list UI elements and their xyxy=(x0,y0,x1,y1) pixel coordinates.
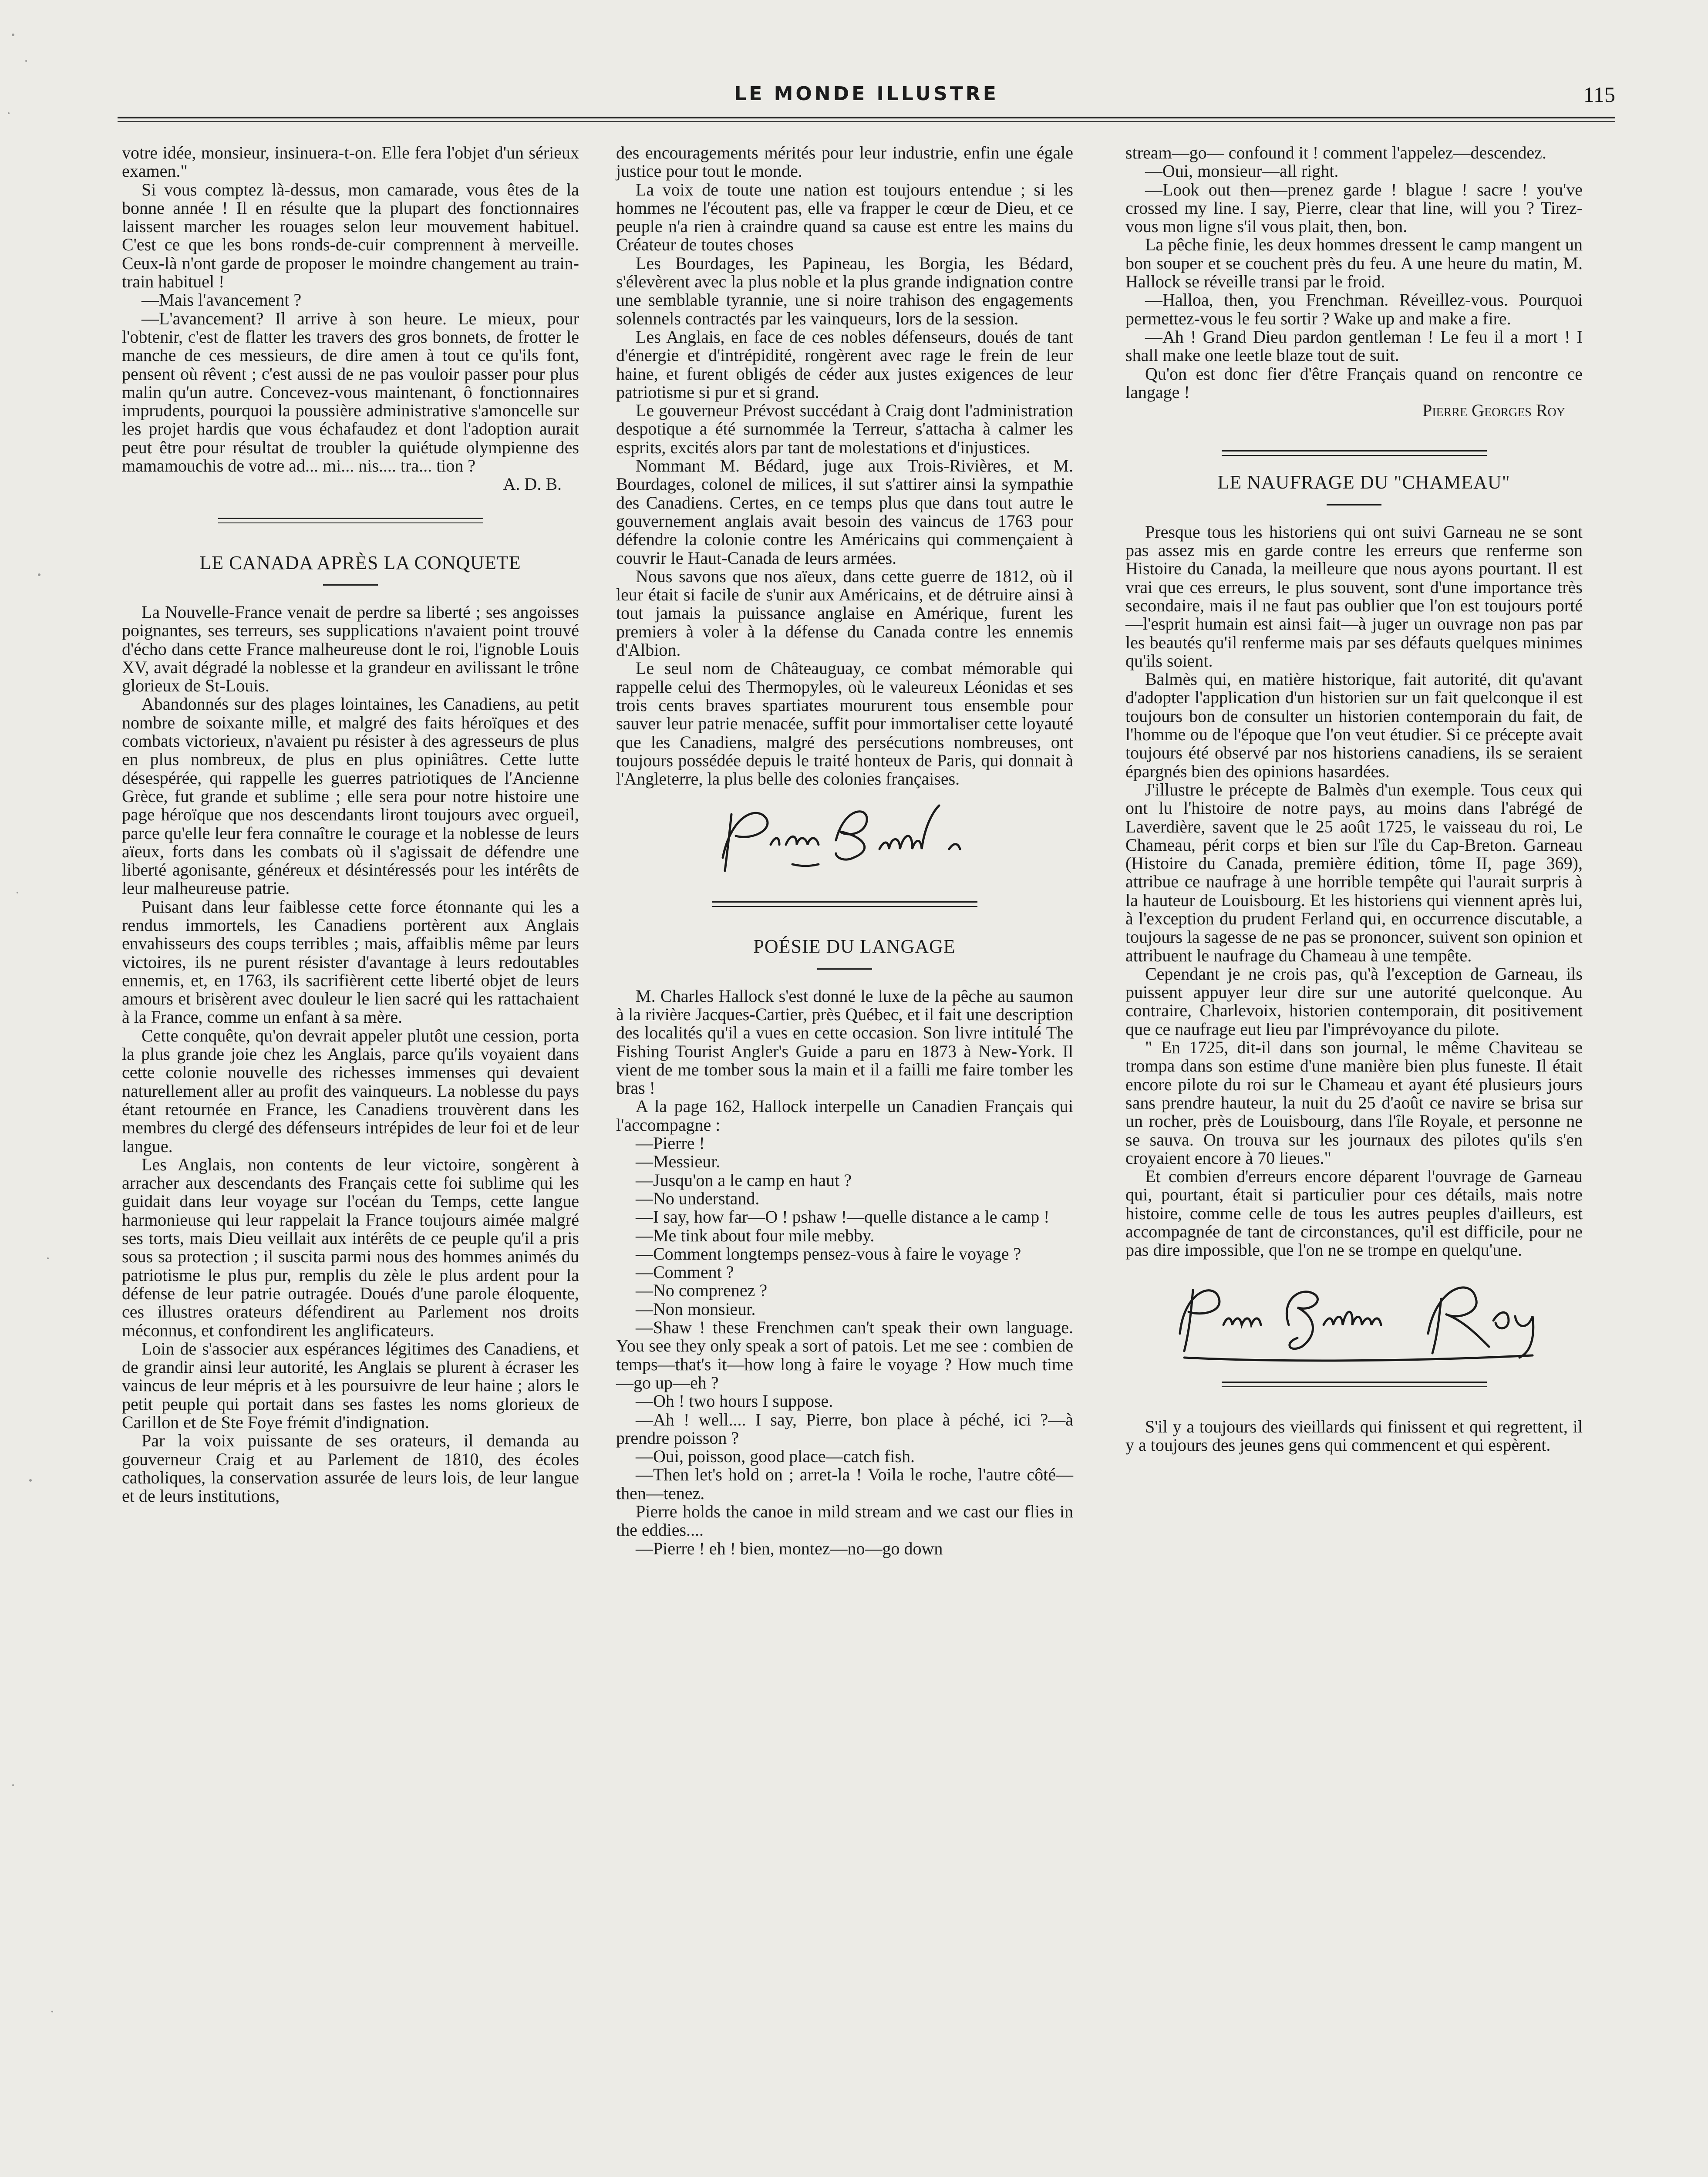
paragraph: M. Charles Hallock s'est donné le luxe de la pêche au saumon à la rivière Jacques-Cartier, près Québec, et il fait une description des localités qu'il a vues en cette occasion. Son livre intitulé The Fishing Tourist Angler's Guide a paru en 1873 à New-York. Il vient de me tomber sous la main et il a failli me faire tomber les bras ! xyxy=(616,986,1073,1098)
handwritten-signature xyxy=(1125,1260,1583,1373)
paragraph: Cette conquête, qu'on devrait appeler plutôt une cession, porta la plus grande joie chez les Anglais, parce qu'ils voyaient dans cette colonie nouvelle des richesses immenses qui devaient naturellement aller au profit des vainqueurs. La noblesse du pays étant retournée en France, les Canadiens trouvèrent dans les membres du clergé des défenseurs intrépides de leur foi et de leur langue. xyxy=(122,1025,579,1156)
dialogue-line: —Pierre ! xyxy=(636,1133,705,1153)
column-3 xyxy=(1125,144,1583,1454)
paragraph: S'il y a toujours des vieillards qui finissent et qui regrettent, il y a toujours des jeunes gens qui commencent et qui espèrent. xyxy=(1125,1416,1583,1455)
paragraph: Par la voix puissante de ses orateurs, il demanda au gouverneur Craig et au Parlement de 1810, des écoles catholiques, la conservation assurée de leurs lois, de leur langue et de leurs institutions, xyxy=(122,1431,579,1506)
handwritten-signature xyxy=(616,788,1073,888)
dialogue-line: —Oui, poisson, good place—catch fish. xyxy=(636,1446,915,1466)
paragraph: Nous savons que nos aïeux, dans cette guerre de 1812, où il leur était si facile de s'unir aux Américains, et de détruire ainsi à tout jamais la puissance anglaise en Amérique, furent les premiers à voler à la défense du Canada contre les ennemis d'Albion. xyxy=(616,566,1073,660)
paragraph: La Nouvelle-France venait de perdre sa liberté ; ses angoisses poignantes, ses terreurs, ses supplications n'avaient point trouvé d'écho dans cette France malheureuse dont le roi, l'ignoble Louis XV, avait dégradé la noblesse et la grandeur en avilissant le trône glorieux de St-Louis. xyxy=(122,602,579,696)
dialogue-line: —Ah ! Grand Dieu pardon gentleman ! Le feu il a mort ! I shall make one leetle blaze tout de suit. xyxy=(1125,327,1583,365)
paragraph: Cependant je ne crois pas, qu'à l'exception de Garneau, ils puissent appuyer leur dire sur une autorité quelconque. Au contraire, Charlevoix, historien contemporain, dit positivement que ce naufrage eut lieu par l'imprévoyance du pilote. xyxy=(1125,964,1583,1039)
paragraph: La voix de toute une nation est toujours entendue ; si les hommes ne l'écoutent pas, elle va frapper le cœur de Dieu, et ce peuple n'a rien à craindre quand sa cause est entre les mains du Créateur de toutes choses xyxy=(616,179,1073,255)
dialogue-line: —Oh ! two hours I suppose. xyxy=(636,1391,833,1411)
section-divider xyxy=(218,518,483,523)
masthead xyxy=(118,83,1615,109)
paragraph: Les Anglais, non contents de leur victoire, songèrent à arracher aux descendants des Français cette foi sublime qui les guidait dans leur voyage sur l'océan du Temps, cette langue harmonieuse qui leur rappelait la France toujours aimée malgré ses torts, mais Dieu veillait aux intérêts de ce peuple qu'il a pris sous sa protection ; il suscita parmi nous des hommes animés du patriotisme le plus pur, remplis du zèle le plus ardent pour la défense de leur patrie outragée. Doués d'une parole éloquente, ces illustres orateurs défendirent au Parlement nos droits méconnus, et confondirent les anglificateurs. xyxy=(122,1154,579,1340)
dialogue-line: —Non monsieur. xyxy=(636,1299,756,1319)
dialogue-line: —Look out then—prenez garde ! blague ! sacre ! you've crossed my line. I say, Pierre, clear that line, will you ? Tirez-vous mon ligne s'il vous plait, then, bon. xyxy=(1125,179,1583,236)
dialogue-line: —No understand. xyxy=(636,1188,760,1208)
paragraph: Presque tous les historiens qui ont suivi Garneau ne se sont pas assez mis en garde contre les erreurs que renferme son Histoire du Canada, la meilleure que nous ayons pourtant. Il est vrai que ces erreurs, le plus souvent, sont d'une importance très secondaire, mais il ne faut pas oublier que l'on est toujours porté—l'esprit humain est ainsi fait—à juger un ouvrage non pas par les beautés qu'il renferme mais par ses défauts quelques minimes qu'ils soient. xyxy=(1125,522,1583,671)
article-heading: LE CANADA APRÈS LA CONQUETE xyxy=(199,552,521,573)
article-signature: A. D. B. xyxy=(503,474,562,494)
paragraph: Si vous comptez là-dessus, mon camarade, vous êtes de la bonne année ! Il en résulte que la plupart des fonctionnaires laissent marcher les rouages selon leur mouvement habituel. C'est ce que les bons ronds-de-cuir comprennent à merveille. Ceux-là n'ont garde de proposer le moindre changement au train-train habituel ! xyxy=(122,179,579,292)
column-1 xyxy=(122,144,579,1505)
page-edge-speckles xyxy=(0,0,113,2177)
dialogue-line: —Ah ! well.... I say, Pierre, bon place à péché, ici ?—à prendre poisson ? xyxy=(616,1409,1073,1448)
paragraph: des encouragements mérités pour leur industrie, enfin une égale justice pour tout le monde. xyxy=(616,143,1073,181)
paragraph: Nommant M. Bédard, juge aux Trois-Rivières, et M. Bourdages, colonel de milices, il sut s'attirer ainsi la sympathie des Canadiens. Certes, en ce temps plus que dans tout autre le gouvernement anglais avait besoin des vaincus de 1763 pour défendre la colonie contre les Américains qui commençaient à couvrir le Haut-Canada de leurs armées. xyxy=(616,456,1073,568)
dialogue-line: —Me tink about four mile mebby. xyxy=(636,1225,875,1245)
article-heading: LE NAUFRAGE DU "CHAMEAU" xyxy=(1217,472,1510,493)
dialogue-line: —Comment longtemps pensez-vous à faire le voyage ? xyxy=(636,1244,1021,1264)
paragraph: Les Anglais, en face de ces nobles défenseurs, doués de tant d'énergie et d'intrépidité, rongèrent avec rage le frein de leur haine, et furent obligés de céder aux justes exigences de leur patriotisme si pur et si grand. xyxy=(616,327,1073,402)
paragraph: votre idée, monsieur, insinuera-t-on. Elle fera l'objet d'un sérieux examen." xyxy=(122,143,579,181)
paragraph: Le gouverneur Prévost succédant à Craig dont l'administration despotique a été surnommée la Terreur, s'attacha à calmer les esprits, excités alors par tant de molestations et d'injustices. xyxy=(616,401,1073,457)
paragraph: Abandonnés sur des plages lointaines, les Canadiens, au petit nombre de soixante mille, et malgré des faits héroïques et des combats victorieux, n'avaient pu résister à des agresseurs de plus en plus nombreux, de plus en plus opiniâtres. Cette lutte désespérée, qui rappelle les guerres patriotiques de l'Ancienne Grèce, fut grande et sublime ; elle sera pour notre histoire une page héroïque que nos descendants liront toujours avec orgueil, parce qu'elle leur fera connaître le courage et la noblesse de leurs aïeux, forts dans les combats où il s'agissait de défendre une liberté agonisante, généreux et désintéressés pour les intérêts de leur malheureuse patrie. xyxy=(122,694,579,898)
dialogue-line: —Jusqu'on a le camp en haut ? xyxy=(636,1170,852,1190)
signature-pierre-georges-roy-icon xyxy=(1158,1260,1550,1368)
dialogue-line: —Shaw ! these Frenchmen can't speak their own language. You see they only speak a sort of patois. Let me see : combien de temps—that's it—how long à faire le voyage ? How much time—go up—eh ? xyxy=(616,1318,1073,1392)
dialogue-line: —Oui, monsieur—all right. xyxy=(1145,161,1339,181)
section-divider xyxy=(712,901,977,907)
newspaper-title: LE MONDE ILLUSTRE xyxy=(734,83,999,105)
paragraph: " En 1725, dit-il dans son journal, le même Chaviteau se trompa dans son estime d'une manière bien plus funeste. Il était encore pilote du roi sur le Chameau et ayant été plusieurs jours sans prendre hauteur, la nuit du 25 d'août ce navire se brisa sur un rocher, près de Louisbourg, dans l'île Royale, et personne ne se sauva. On trouva sur les journaux des pilotes qu'ils s'en croyaient encore à 70 lieues." xyxy=(1125,1038,1583,1168)
section-divider xyxy=(1222,450,1487,456)
paragraph: Les Bourdages, les Papineau, les Borgia, les Bédard, s'élevèrent avec la plus noble et la plus grande indignation contre une semblable tyrannie, une si noire trahison des engagements solennels contractés par les vainqueurs, lors de la session. xyxy=(616,253,1073,328)
dialogue-line: —Halloa, then, you Frenchman. Réveillez-vous. Pourquoi permettez-vous le feu sortir ? Wake up and make a fire. xyxy=(1125,290,1583,328)
paragraph: J'illustre le précepte de Balmès d'un exemple. Tous ceux qui ont lu l'histoire de notre pays, au moins dans l'abrégé de Laverdière, savent que le 25 août 1725, le vaisseau du roi, Le Chameau, périt corps et bien sur l'île du Cap-Breton. Garneau (Histoire du Canada, première édition, tôme II, page 369), attribue ce naufrage à une horrible tempête qui l'aurait surpris à la hauteur de Louisbourg. Et les historiens qui viennent après lui, à l'exception du prudent Ferland qui, en occurrence discutable, a toujours la sagesse de ne pas se prononcer, suivent son opinion et attribuent le naufrage du Chameau à une tempête. xyxy=(1125,779,1583,965)
page-number: 115 xyxy=(1583,82,1615,107)
dialogue-line: —Comment ? xyxy=(636,1262,734,1282)
paragraph: La pêche finie, les deux hommes dressent le camp mangent un bon souper et se couchent près du feu. A une heure du matin, M. Hallock se réveille transi par le froid. xyxy=(1125,235,1583,292)
paragraph: —L'avancement? Il arrive à son heure. Le mieux, pour l'obtenir, c'est de flatter les travers des gros bonnets, de frotter le manche de ces messieurs, de dire amen à tout ce qu'ils font, pensent où rêvent ; c'est aussi de ne pas vouloir passer pour plus malin qu'un autre. Concevez-vous maintenant, ô fonctionnaires imprudents, pourquoi la poussière administrative s'amoncelle sur les projet hardis que vous échafaudez et dont l'adoption aurait peut être pour résultat de troubler la quiétude olympienne des mamamouchis de votre ad... mi... nis.... tra... tion ? xyxy=(122,308,579,476)
section-divider xyxy=(1222,1382,1487,1387)
article-signature: Pierre Georges Roy xyxy=(1422,401,1565,421)
paragraph: Balmès qui, en matière historique, fait autorité, dit qu'avant d'adopter l'application d'un historien sur un fait quelconque il est toujours bon de consulter un historien contemporain du fait, de l'homme ou de l'époque que l'on veut étudier. Si ce précepte avait toujours été observé par nos historiens canadiens, ils se seraient épargnés bien des opinions hasardées. xyxy=(1125,669,1583,781)
masthead-rule xyxy=(118,117,1615,122)
article-heading: POÉSIE DU LANGAGE xyxy=(753,936,956,957)
paragraph: Le seul nom de Châteauguay, ce combat mémorable qui rappelle celui des Thermopyles, où le valeureux Léonidas et ses trois cents braves spartiates moururent tous ensemble pour sauver leur patrie menacée, suffit pour immortaliser cette loyauté que les Canadiens, malgré des persécutions nombreuses, ont toujours possédée depuis le traité honteux de Paris, qui donnait à l'Angleterre, la plus belle des colonies françaises. xyxy=(616,658,1073,789)
paragraph: A la page 162, Hallock interpelle un Canadien Français qui l'accompagne : xyxy=(616,1096,1073,1135)
paragraph: Puisant dans leur faiblesse cette force étonnante qui les a rendus immortels, les Canadiens portèrent aux Anglais envahisseurs des coups terribles ; mais, affaiblis même par leurs victoires, ils ne purent résister d'avantage à leurs redoutables ennemis, et, en 1763, ils sacrifièrent cette liberté objet de leurs amours et brisèrent avec douleur le lien sacré qui les rattachaient à la France, comme un enfant à sa mère. xyxy=(122,896,579,1027)
dialogue-line: —I say, how far—O ! pshaw !—quelle distance a le camp ! xyxy=(636,1207,1050,1227)
paragraph: Loin de s'associer aux espérances légitimes des Canadiens, et de grandir ainsi leur autorité, les Anglais se plurent à écraser les vaincus de leur mépris et à les poursuivre de leur haine ; alors le petit peuple qui portait dans ses fastes les noms glorieux de Carillon et de Ste Foye frémit d'indignation. xyxy=(122,1338,579,1432)
signature-pierre-bedard-icon xyxy=(705,788,984,880)
dialogue-line: —No comprenez ? xyxy=(636,1281,768,1301)
dialogue-line: stream—go— confound it ! comment l'appelez—descendez. xyxy=(1125,143,1546,162)
paragraph: Qu'on est donc fier d'être Français quand on rencontre ce langage ! xyxy=(1125,364,1583,402)
paragraph: Et combien d'erreurs encore déparent l'ouvrage de Garneau qui, pourtant, était si particulier pour ces détails, mais notre histoire, comme celle de tous les autres peuples d'ailleurs, est accompagnée de tant de circonstances, qu'il est difficile, pour ne pas dire impossible, que l'on ne se trompe en quelqu'une. xyxy=(1125,1166,1583,1260)
paragraph: —Mais l'avancement ? xyxy=(141,290,302,310)
dialogue-line: Pierre holds the canoe in mild stream and we cast our flies in the eddies.... xyxy=(616,1502,1073,1540)
dialogue-line: —Messieur. xyxy=(636,1152,721,1172)
column-2 xyxy=(616,144,1073,1558)
dialogue-line: —Then let's hold on ; arret-la ! Voila le roche, l'autre côté—then—tenez. xyxy=(616,1465,1073,1503)
dialogue-line: —Pierre ! eh ! bien, montez—no—go down xyxy=(636,1538,943,1558)
